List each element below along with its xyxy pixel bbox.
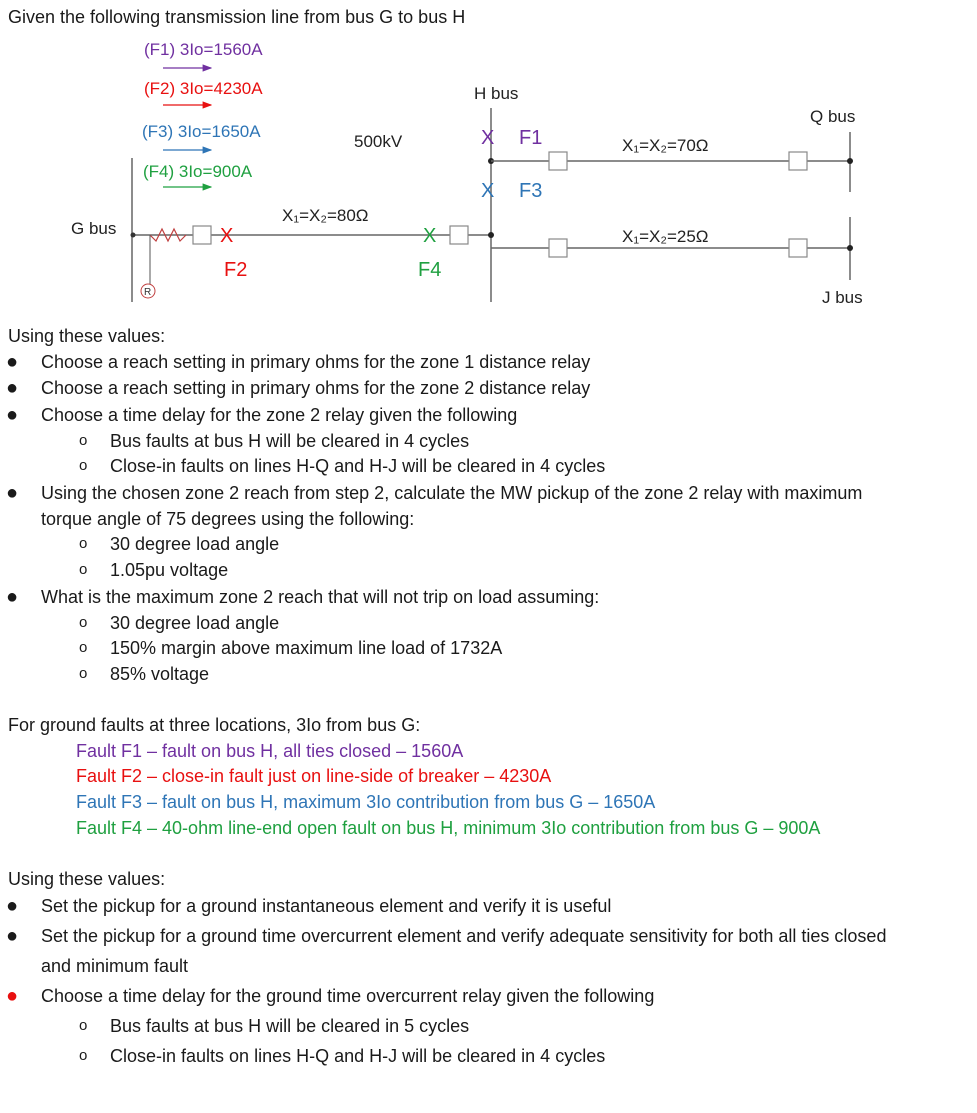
s2-bullet-2-line1: Set the pickup for a ground time overcurrent element and verify adequate sensitivity for both all ties closed bbox=[41, 926, 887, 946]
breaker-h-g bbox=[450, 226, 468, 244]
current-label-f2: (F2) 3Io=4230A bbox=[144, 79, 263, 98]
f1-label: F1 bbox=[519, 127, 543, 149]
line-hq-impedance: X₁=X₂=70Ω bbox=[622, 136, 709, 155]
sub-bullet: o bbox=[79, 639, 88, 656]
sub-bullet: o bbox=[79, 665, 88, 682]
line-gh-impedance: X₁=X₂=80Ω bbox=[282, 206, 369, 225]
breaker-h-j bbox=[549, 239, 567, 257]
fault-f3: Fault F3 – fault on bus H, maximum 3Io contribution from bus G – 1650A bbox=[76, 792, 656, 812]
bullet: ● bbox=[6, 351, 19, 373]
breaker-g bbox=[193, 226, 211, 244]
voltage-label: 500kV bbox=[354, 132, 403, 151]
bullet: ● bbox=[6, 925, 19, 947]
sub-bullet: o bbox=[79, 432, 88, 449]
s1-sub-3-1: Bus faults at bus H will be cleared in 4 cycles bbox=[110, 431, 470, 451]
fault-f1: Fault F1 – fault on bus H, all ties closed – 1560A bbox=[76, 741, 464, 761]
q-bus-label: Q bus bbox=[810, 107, 856, 126]
h-bus-label: H bus bbox=[474, 84, 519, 103]
s2-bullet-2-line2: and minimum fault bbox=[41, 956, 189, 976]
breaker-h-q bbox=[549, 152, 567, 170]
current-label-f1: (F1) 3Io=1560A bbox=[144, 40, 263, 59]
s1-bullet-1: Choose a reach setting in primary ohms for the zone 1 distance relay bbox=[41, 352, 591, 372]
fault-f4: Fault F4 – 40-ohm line-end open fault on bus H, minimum 3Io contribution from bus G – 900A bbox=[76, 818, 821, 838]
bullet: ● bbox=[6, 377, 19, 399]
s1-sub-5-3: 85% voltage bbox=[110, 664, 210, 684]
sub-bullet: o bbox=[79, 457, 88, 474]
sub-bullet: o bbox=[79, 1047, 88, 1064]
bullet: ● bbox=[6, 404, 19, 426]
current-label-f3: (F3) 3Io=1650A bbox=[142, 122, 261, 141]
h-bus-dot-j bbox=[488, 232, 494, 238]
s1-sub-5-1: 30 degree load angle bbox=[110, 613, 280, 633]
q-bus-dot bbox=[847, 158, 853, 164]
section2-heading: Using these values: bbox=[8, 869, 166, 889]
s1-bullet-4-line1: Using the chosen zone 2 reach from step 2, calculate the MW pickup of the zone 2 relay with maximum bbox=[41, 483, 863, 503]
current-label-f4: (F4) 3Io=900A bbox=[143, 162, 253, 181]
bullet: ● bbox=[6, 895, 19, 917]
sub-bullet: o bbox=[79, 561, 88, 578]
s1-bullet-2: Choose a reach setting in primary ohms for the zone 2 distance relay bbox=[41, 378, 591, 398]
s2-bullet-1: Set the pickup for a ground instantaneous element and verify it is useful bbox=[41, 896, 612, 916]
intro-text: Given the following transmission line from bus G to bus H bbox=[8, 7, 466, 27]
relay-label: R bbox=[144, 287, 152, 298]
sub-bullet: o bbox=[79, 535, 88, 552]
sub-bullet: o bbox=[79, 614, 88, 631]
sub-bullet: o bbox=[79, 1017, 88, 1034]
faults-heading: For ground faults at three locations, 3Io from bus G: bbox=[8, 715, 421, 735]
line-hj-impedance: X₁=X₂=25Ω bbox=[622, 227, 709, 246]
fault-f2: Fault F2 – close-in fault just on line-side of breaker – 4230A bbox=[76, 766, 552, 786]
s1-sub-4-2: 1.05pu voltage bbox=[110, 560, 229, 580]
j-bus-label: J bus bbox=[822, 288, 863, 307]
breaker-q bbox=[789, 152, 807, 170]
one-line-diagram bbox=[0, 30, 977, 330]
f2-label: F2 bbox=[224, 259, 248, 281]
g-bus-label: G bus bbox=[71, 219, 117, 238]
s1-sub-4-1: 30 degree load angle bbox=[110, 534, 280, 554]
f4-label: F4 bbox=[418, 259, 442, 281]
f2-x-mark: X bbox=[220, 225, 234, 247]
line-g-start-dot bbox=[131, 233, 136, 238]
j-bus-dot bbox=[847, 245, 853, 251]
breaker-j bbox=[789, 239, 807, 257]
f3-x-mark: X bbox=[481, 180, 495, 202]
s2-sub-3-1: Bus faults at bus H will be cleared in 5 cycles bbox=[110, 1016, 470, 1036]
s1-bullet-3: Choose a time delay for the zone 2 relay given the following bbox=[41, 405, 518, 425]
bullet: ● bbox=[6, 482, 19, 504]
bullet-red: ● bbox=[6, 985, 19, 1007]
s1-sub-3-2: Close-in faults on lines H-Q and H-J will be cleared in 4 cycles bbox=[110, 456, 606, 476]
s1-sub-5-2: 150% margin above maximum line load of 1732A bbox=[110, 638, 503, 658]
s1-bullet-5: What is the maximum zone 2 reach that will not trip on load assuming: bbox=[41, 587, 600, 607]
s1-bullet-4-line2: torque angle of 75 degrees using the following: bbox=[41, 509, 415, 529]
f4-x-mark: X bbox=[423, 225, 437, 247]
f3-label: F3 bbox=[519, 180, 543, 202]
s2-sub-3-2: Close-in faults on lines H-Q and H-J will be cleared in 4 cycles bbox=[110, 1046, 606, 1066]
f1-x-mark: X bbox=[481, 127, 495, 149]
section1-heading: Using these values: bbox=[8, 326, 166, 346]
bullet: ● bbox=[6, 586, 19, 608]
s2-bullet-3: Choose a time delay for the ground time overcurrent relay given the following bbox=[41, 986, 655, 1006]
